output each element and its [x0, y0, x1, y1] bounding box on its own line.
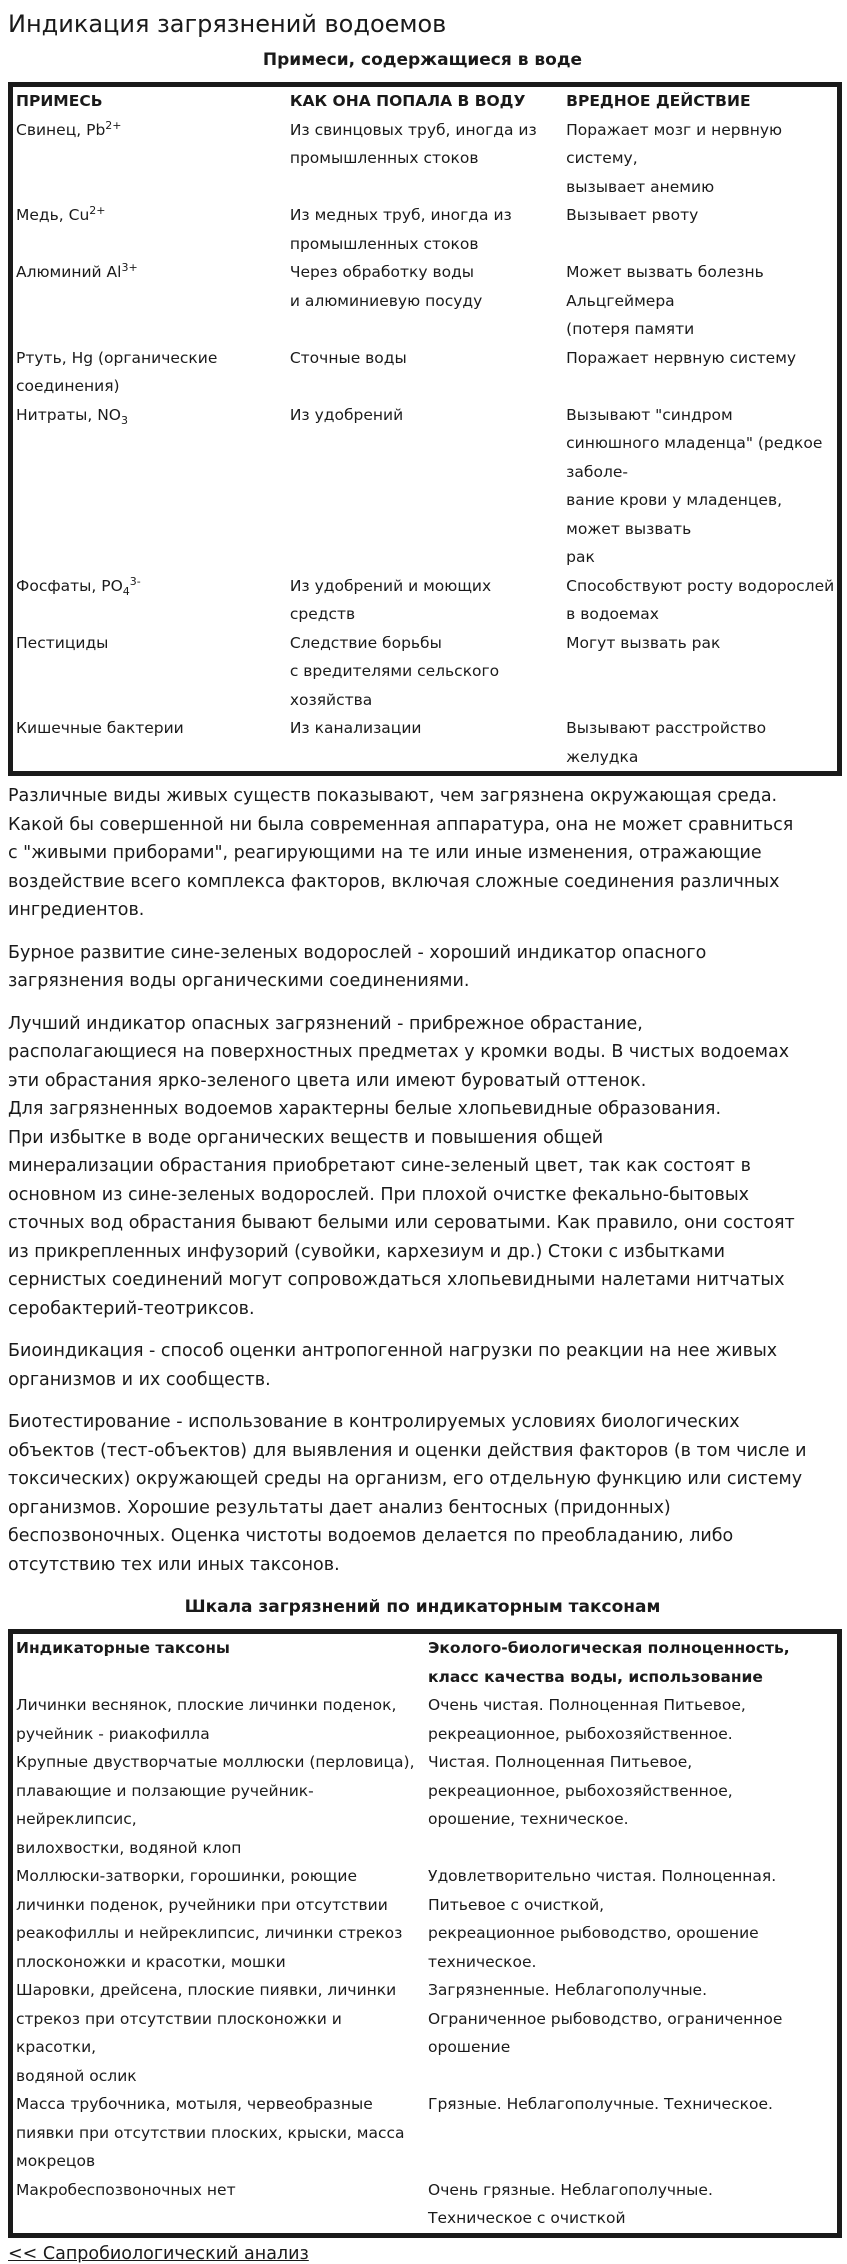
impurity-effect	[563, 714, 839, 774]
cell-line: Вызывают расстройство желудка	[566, 719, 767, 766]
cell-line: промышленных стоков	[289, 149, 479, 167]
impurity-label: Нитраты, NO	[16, 405, 122, 424]
cell-line: Из удобрений и моющих	[289, 576, 492, 595]
cell-line: Шаровки, дрейсена, плоские пиявки, личинки	[16, 1981, 397, 1999]
impurity-name	[11, 401, 287, 572]
cell-line: основном из сине-зеленых водорослей. При плохой очистке фекально-бытовых	[8, 1184, 750, 1205]
table1-caption: Примеси, содержащиеся в воде	[262, 50, 583, 70]
cell-line: Способствуют росту водорослей	[566, 576, 835, 595]
water-quality	[425, 1976, 840, 2090]
cell-line: Может вызвать болезнь Альцгеймера	[566, 263, 764, 310]
impurity-label: Алюминий Al	[16, 263, 122, 281]
cell-line: с вредителями сельского	[289, 662, 500, 680]
cell-line: располагающиеся на поверхностных предметах у кромки воды. В чистых водоемах	[8, 1042, 790, 1062]
impurity-effect	[563, 258, 839, 344]
table-row	[11, 629, 840, 715]
cell-line: Ограниченное рыбоводство, ограниченное	[428, 2009, 783, 2028]
table-row	[11, 714, 840, 774]
impurity-source	[287, 714, 563, 774]
impurity-source	[287, 344, 563, 401]
impurity-source	[287, 401, 563, 572]
cell-line: Крупные двустворчатые моллюски (перловица),	[16, 1753, 415, 1771]
cell-line: загрязнения воды органическими соединениями.	[8, 971, 470, 991]
cell-line: Поражает мозг и нервную систему,	[566, 120, 783, 167]
cell-line: Через обработку воды	[289, 263, 475, 281]
cell-line: из прикрепленных инфузорий (сувойки, кархезиум и др.) Стоки с избытками	[8, 1241, 726, 1262]
cell-line: орошение	[428, 2038, 511, 2056]
impurity-label: Пестициды	[16, 633, 109, 652]
table-row	[11, 258, 840, 344]
paragraph	[8, 1010, 837, 1324]
cell-line: Биоиндикация - способ оценки антропогенной нагрузки по реакции на нее живых	[8, 1341, 778, 1361]
impurity-subscript: 3	[121, 413, 129, 427]
cell-line: Из свинцовых труб, иногда из	[289, 120, 537, 139]
cell-line: техническое.	[428, 1952, 537, 1971]
cell-line: объектов (тест-объектов) для выявления и оценки действия факторов (в том числе и	[8, 1440, 807, 1461]
impurity-source	[287, 201, 563, 258]
impurity-label: Кишечные бактерии	[16, 719, 184, 737]
header-taxa: Индикаторные таксоны	[16, 1639, 230, 1657]
cell-line: промышленных стоков	[289, 234, 479, 253]
cell-line: Загрязненные. Неблагополучные.	[428, 1981, 708, 1999]
cell-line: вание крови у младенцев, может вызвать	[566, 491, 783, 538]
table-row	[11, 1748, 840, 1862]
cell-line: Какой бы совершенной ни была современная аппаратура, она не может сравниться	[8, 814, 794, 835]
cell-line: плавающие и ползающие ручейник-нейреклипсис,	[16, 1781, 314, 1828]
cell-line: сточных вод обрастания бывают белыми или сероватыми. Как правило, они состоят	[8, 1213, 795, 1233]
cell-line: Макробеспозвоночных нет	[16, 2180, 236, 2199]
cell-line: Личинки веснянок, плоские личинки поденок,	[16, 1696, 397, 1714]
impurity-charge: 3-	[129, 574, 141, 588]
impurity-effect	[563, 401, 839, 572]
cell-line: в водоемах	[566, 605, 659, 623]
cell-line: орошение, техническое.	[428, 1810, 629, 1828]
impurity-name	[11, 344, 287, 401]
cell-line: Масса трубочника, мотыля, червеобразные	[16, 2095, 373, 2113]
cell-line: Удовлетворительно чистая. Полноценная.	[428, 1867, 777, 1885]
cell-line: личинки поденок, ручейники при отсутствии	[16, 1895, 388, 1914]
cell-line: беспозвоночных. Оценка чистоты водоемов делается по преобладанию, либо	[8, 1526, 734, 1546]
cell-line: рак	[566, 548, 595, 566]
impurity-subscript: 4	[122, 584, 130, 598]
back-link-saprobiological-analysis[interactable]: << Сапробиологический анализ	[8, 2243, 309, 2264]
impurity-name	[11, 258, 287, 344]
impurity-name	[11, 572, 287, 629]
cell-line: ручейник - риакофилла	[16, 1724, 210, 1743]
impurity-name	[11, 116, 287, 202]
text-body	[8, 782, 837, 1579]
cell-line: Очень чистая. Полноценная Питьевое,	[428, 1696, 746, 1714]
cell-line: плосконожки и красотки, мошки	[16, 1952, 286, 1971]
cell-line: эти обрастания ярко-зеленого цвета или имеют буроватый оттенок.	[8, 1070, 647, 1091]
cell-line: Сточные воды	[289, 348, 407, 367]
indicator-taxa	[11, 1862, 426, 1976]
cell-line: рекреационное, рыбохозяйственное,	[428, 1781, 733, 1800]
cell-line: организмов. Хорошие результаты дает анализ бентосных (придонных)	[8, 1497, 671, 1518]
cell-line: Следствие борьбы	[289, 633, 442, 652]
cell-line: токсических) окружающей среды на организм, его отдельную функцию или систему	[8, 1469, 803, 1489]
impurity-name	[11, 201, 287, 258]
page-title: Индикация загрязнений водоемов	[8, 10, 447, 38]
cell-line: вилохвостки, водяной клоп	[16, 1838, 242, 1857]
cell-line: Поражает нервную систему	[566, 348, 797, 367]
cell-line: стрекоз при отсутствии плосконожки и красотки,	[16, 2009, 342, 2056]
impurity-effect	[563, 116, 839, 202]
cell-line: Могут вызвать рак	[566, 633, 721, 652]
cell-line: воздействие всего комплекса факторов, включая сложные соединения различных	[8, 871, 780, 892]
cell-line: Из канализации	[289, 719, 422, 737]
table-row	[11, 116, 840, 202]
impurity-source	[287, 572, 563, 629]
cell-line: Моллюски-затворки, горошинки, роющие	[16, 1867, 357, 1885]
cell-line: Биотестирование - использование в контролируемых условиях биологических	[8, 1412, 740, 1432]
impurity-effect	[563, 201, 839, 258]
header-impurity: ПРИМЕСЬ	[16, 92, 103, 110]
water-quality	[425, 1691, 840, 1748]
table-row	[11, 1691, 840, 1748]
indicator-taxa	[11, 1976, 426, 2090]
taxa-scale-table	[8, 1629, 842, 2238]
indicator-taxa	[11, 1748, 426, 1862]
cell-line: с "живыми приборами", реагирующими на те или иные изменения, отражающие	[8, 843, 762, 863]
cell-line: Для загрязненных водоемов характерны белые хлопьевидные образования.	[8, 1099, 722, 1119]
cell-line: Вызывает рвоту	[566, 206, 699, 224]
cell-line: Очень грязные. Неблагополучные.	[428, 2180, 713, 2199]
cell-line: Питьевое с очисткой,	[428, 1895, 605, 1914]
cell-line: Из медных труб, иногда из	[289, 206, 512, 224]
cell-line: Грязные. Неблагополучные. Техническое.	[428, 2095, 773, 2113]
paragraph	[8, 1408, 837, 1579]
cell-line: вызывает анемию	[566, 177, 715, 196]
impurity-source	[287, 258, 563, 344]
impurity-label: Ртуть, Hg (органические соединения)	[16, 348, 218, 395]
cell-line: сернистых соединений могут сопровождаться хлопьевидными налетами нитчатых	[8, 1270, 785, 1290]
cell-line: Бурное развитие сине-зеленых водорослей - хороший индикатор опасного	[8, 942, 707, 963]
cell-line: серобактерий-теотриксов.	[8, 1298, 255, 1319]
table-row	[11, 572, 840, 629]
impurity-label: Медь, Cu	[16, 206, 90, 224]
table-row	[11, 401, 840, 572]
cell-line: организмов и их сообществ.	[8, 1369, 271, 1390]
impurity-name	[11, 714, 287, 774]
header-source: КАК ОНА ПОПАЛА В ВОДУ	[289, 92, 526, 110]
water-quality	[425, 2090, 840, 2176]
water-quality	[425, 1748, 840, 1862]
paragraph	[8, 939, 837, 996]
cell-line: средств	[289, 605, 356, 623]
indicator-taxa	[11, 2176, 426, 2236]
cell-line: минерализации обрастания приобретают сине-зеленый цвет, так как состоят в	[8, 1156, 751, 1176]
table-header-row	[11, 1632, 840, 1692]
paragraph	[8, 782, 837, 925]
water-quality	[425, 2176, 840, 2236]
table-row	[11, 2090, 840, 2176]
cell-line: пиявки при отсутствии плоских, крыски, масса	[16, 2123, 405, 2142]
cell-line: Из удобрений	[289, 405, 404, 424]
impurity-label: Фосфаты, PO	[16, 576, 123, 595]
impurity-label: Свинец, Pb	[16, 120, 106, 139]
header-quality: Эколого-биологическая полноценность, класс качества воды, использование	[428, 1639, 790, 1686]
impurity-charge: 2+	[105, 118, 122, 132]
impurity-effect	[563, 344, 839, 401]
impurity-effect	[563, 629, 839, 715]
paragraph	[8, 1337, 837, 1394]
cell-line: При избытке в воде органических веществ и повышения общей	[8, 1127, 604, 1148]
cell-line: и алюминиевую посуду	[289, 291, 483, 310]
cell-line: реакофиллы и нейреклипсис, личинки стрекоз	[16, 1924, 403, 1942]
indicator-taxa	[11, 1691, 426, 1748]
cell-line: водяной ослик	[16, 2066, 137, 2085]
cell-line: синюшного младенца" (редкое заболе-	[566, 434, 823, 481]
cell-line: Различные виды живых существ показывают, чем загрязнена окружающая среда.	[8, 786, 778, 806]
cell-line: хозяйства	[289, 690, 373, 709]
cell-line: отсутствию тех или иных таксонов.	[8, 1554, 340, 1575]
impurity-source	[287, 629, 563, 715]
impurity-charge: 2+	[89, 203, 106, 217]
impurity-charge: 3+	[121, 260, 138, 274]
water-quality	[425, 1862, 840, 1976]
impurity-name	[11, 629, 287, 715]
indicator-taxa	[11, 2090, 426, 2176]
cell-line: ингредиентов.	[8, 900, 145, 920]
cell-line: Лучший индикатор опасных загрязнений - прибрежное обрастание,	[8, 1013, 643, 1034]
header-effect: ВРЕДНОЕ ДЕЙСТВИЕ	[566, 92, 751, 110]
cell-line: мокрецов	[16, 2152, 96, 2170]
cell-line: Вызывают "синдром	[566, 405, 733, 424]
cell-line: (потеря памяти	[566, 320, 695, 338]
table-row	[11, 2176, 840, 2236]
cell-line: рекреационное, рыбохозяйственное.	[428, 1724, 733, 1743]
table-header-row	[11, 85, 840, 116]
cell-line: Техническое с очисткой	[428, 2209, 626, 2227]
cell-line: Чистая. Полноценная Питьевое,	[428, 1753, 693, 1771]
cell-line: рекреационное рыбоводство, орошение	[428, 1924, 759, 1942]
table-row	[11, 1862, 840, 1976]
impurity-effect	[563, 572, 839, 629]
impurity-source	[287, 116, 563, 202]
impurities-table	[8, 82, 842, 776]
table-row	[11, 201, 840, 258]
table-row	[11, 344, 840, 401]
table2-caption: Шкала загрязнений по индикаторным таксонам	[184, 1597, 661, 1617]
table-row	[11, 1976, 840, 2090]
